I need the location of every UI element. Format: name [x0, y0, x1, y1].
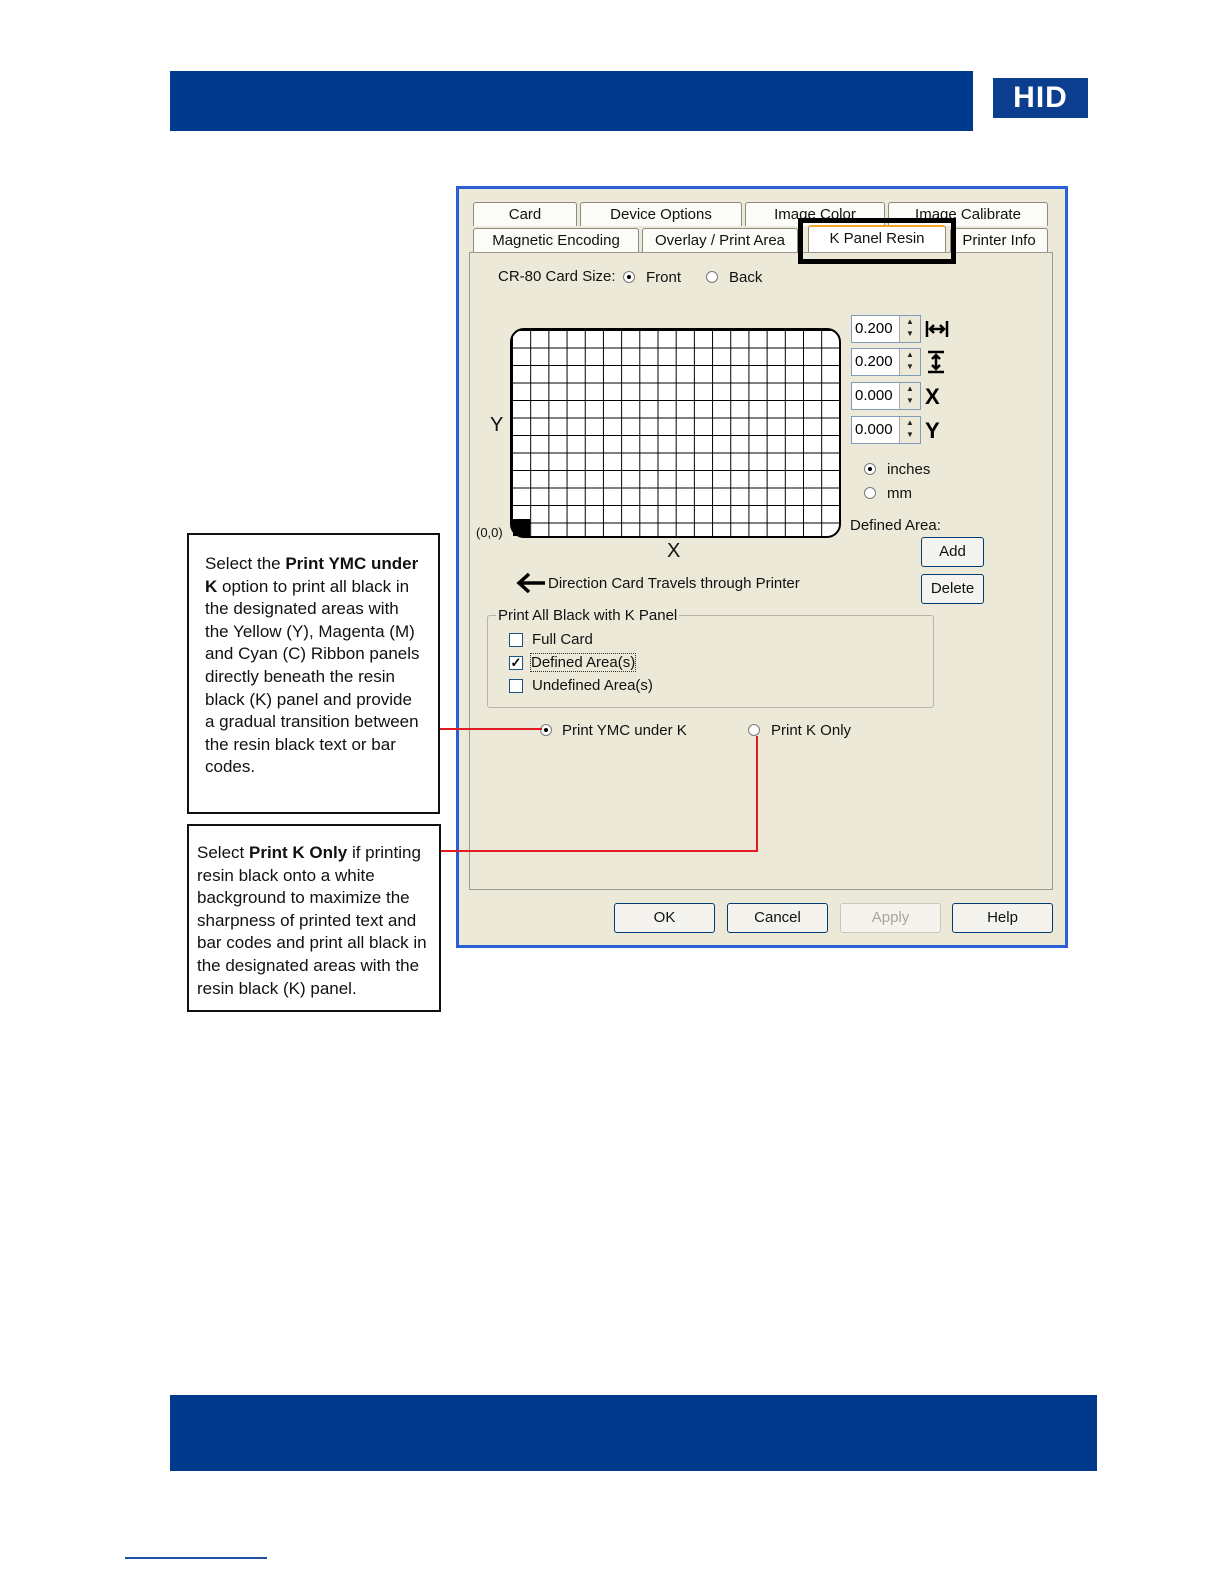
spin-buttons[interactable]: ▲ ▼: [899, 316, 920, 342]
tab-image-color[interactable]: Image Color: [745, 202, 885, 226]
front-label: Front: [646, 269, 682, 286]
footer-rule: [125, 1557, 267, 1559]
tab-overlay-print-area[interactable]: Overlay / Print Area: [642, 228, 798, 252]
delete-button[interactable]: Delete: [921, 574, 984, 604]
callout-print-k-only: [187, 824, 441, 1012]
spin-buttons[interactable]: ▲ ▼: [899, 349, 920, 375]
tab-device-options[interactable]: Device Options: [580, 202, 742, 226]
ok-button[interactable]: OK: [614, 903, 715, 933]
x-offset-value: 0.000: [855, 387, 893, 404]
inches-label: inches: [887, 461, 931, 478]
height-icon: [926, 350, 946, 374]
tab-magnetic-encoding[interactable]: Magnetic Encoding: [473, 228, 639, 252]
defined-area-checkbox-label: Defined Area(s): [531, 654, 636, 671]
arrow-left-icon: [515, 570, 547, 596]
callout2-text-start: Select: [197, 843, 249, 862]
full-card-label: Full Card: [532, 631, 593, 648]
y-axis-label: Y: [490, 414, 504, 436]
tab-printer-info[interactable]: Printer Info: [950, 228, 1048, 252]
defined-area-label: Defined Area:: [850, 517, 941, 534]
x-offset-spinner[interactable]: [851, 382, 921, 410]
connector-line-ymc: [440, 728, 542, 730]
footer-band: [170, 1395, 1097, 1471]
connector-line-konly-vertical: [756, 736, 758, 852]
help-button[interactable]: Help: [952, 903, 1053, 933]
undefined-area-label: Undefined Area(s): [532, 677, 653, 694]
inches-radio[interactable]: [864, 463, 876, 475]
callout-print-ymc: [187, 533, 440, 814]
callout2-text-end: if printing resin black onto a white background to maximize the sharpness of printed text and bar codes and print all black in the designated areas with the resin black (K) panel.: [197, 843, 427, 998]
card-grid[interactable]: [510, 328, 841, 538]
callout1-bold: Print YMC under K: [205, 554, 419, 596]
width-value: 0.200: [855, 320, 893, 337]
back-label: Back: [729, 269, 763, 286]
spin-buttons[interactable]: ▲ ▼: [899, 417, 920, 443]
height-value: 0.200: [855, 353, 893, 370]
card-size-label: CR-80 Card Size:: [498, 268, 616, 285]
tab-card[interactable]: Card: [473, 202, 577, 226]
y-offset-icon: Y: [925, 418, 940, 443]
height-spinner[interactable]: [851, 348, 921, 376]
print-k-only-label: Print K Only: [771, 722, 852, 739]
front-radio[interactable]: [623, 271, 635, 283]
direction-text: Direction Card Travels through Printer: [548, 575, 800, 592]
undefined-area-checkbox[interactable]: [509, 679, 523, 693]
print-k-only-radio[interactable]: [748, 724, 760, 736]
defined-area-checkbox[interactable]: ✓: [510, 655, 522, 670]
y-offset-spinner[interactable]: [851, 416, 921, 444]
print-ymc-under-k-label: Print YMC under K: [562, 722, 687, 739]
mm-label: mm: [887, 485, 912, 502]
origin-label: (0,0): [476, 525, 503, 540]
groupbox-title: Print All Black with K Panel: [498, 607, 678, 624]
tab-highlight-box: [798, 218, 956, 264]
mm-radio[interactable]: [864, 487, 876, 499]
callout2-bold: Print K Only: [248, 843, 348, 862]
back-radio[interactable]: [706, 271, 718, 283]
spin-buttons[interactable]: ▲ ▼: [899, 383, 920, 409]
header-band: [170, 71, 973, 131]
full-card-checkbox[interactable]: [509, 633, 523, 647]
cancel-button[interactable]: Cancel: [727, 903, 828, 933]
y-offset-value: 0.000: [855, 421, 893, 438]
callout1-text-start: Select the: [205, 554, 286, 573]
add-button[interactable]: Add: [921, 537, 984, 567]
origin-marker: [513, 519, 530, 536]
width-spinner[interactable]: [851, 315, 921, 343]
x-offset-icon: X: [925, 384, 940, 409]
apply-button[interactable]: Apply: [840, 903, 941, 933]
print-ymc-under-k-radio[interactable]: [540, 724, 552, 736]
connector-line-konly-horizontal: [441, 850, 758, 852]
x-axis-label: X: [667, 540, 681, 562]
width-icon: [925, 319, 949, 339]
hid-logo: HID: [993, 78, 1088, 118]
callout1-text-end: option to print all black in the designated areas with the Yellow (Y), Magenta (M) and Cyan (C) Ribbon panels directly beneath the resin black (K) panel and provide a gradual transition between the resin black text or bar codes.: [205, 576, 420, 777]
tab-image-calibrate[interactable]: Image Calibrate: [888, 202, 1048, 226]
tab-k-panel-resin[interactable]: K Panel Resin: [808, 225, 946, 253]
